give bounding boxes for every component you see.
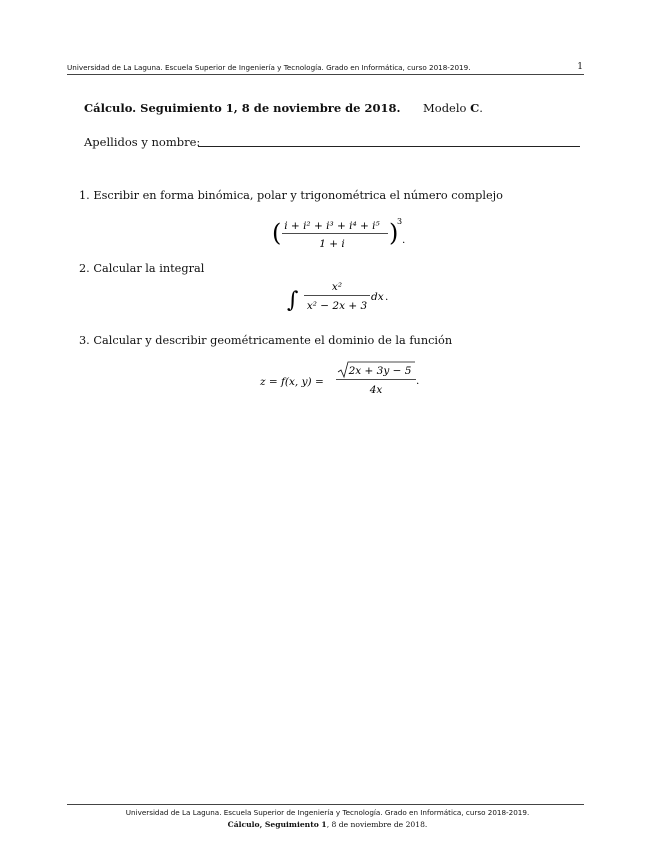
function-lhs: z = f(x, y) = [260,376,324,388]
problem-1-formula [270,214,420,257]
right-paren: ) [389,219,399,247]
differential: dx [371,291,384,303]
problem-3 [79,334,452,347]
exam-title [84,101,401,115]
problem-2-text: Calcular la integral [93,262,205,275]
problem-1-text: Escribir en forma binómica, polar y trigonométrica el número complejo [93,189,503,202]
footer-institution-text: Universidad de La Laguna. Escuela Superior de Ingeniería y Tecnología. Grado en Informática, curso 2018-2019. [125,808,530,817]
exam-title-text: Cálculo. Seguimiento 1, 8 de noviembre de 2018. [84,101,401,115]
problem-3-text: Calcular y describir geométricamente el dominio de la función [93,334,453,347]
integrand-denominator: x² − 2x + 3 [306,300,368,312]
model-label: Modelo [423,101,467,115]
name-field-line[interactable] [198,146,580,147]
exponent: 3 [397,217,403,226]
footer-rule [67,804,584,805]
problem-2-number: 2. [79,262,90,275]
integrand-numerator: x² [331,281,343,293]
header-institution-text: Universidad de La Laguna. Escuela Superior de Ingeniería y Tecnología. Grado en Informática, curso 2018-2019. [67,63,471,72]
formula-end: . [416,375,420,387]
problem-2 [79,262,204,275]
fraction-denominator: 1 + i [319,238,345,250]
model-suffix: . [479,101,483,115]
function-denominator: 4x [369,384,383,396]
problem-3-number: 3. [79,334,90,347]
footer-exam-text [0,820,655,829]
fraction-numerator: i + i² + i³ + i⁴ + i⁵ [284,220,380,232]
problem-2-formula [285,276,400,319]
problem-1 [79,189,503,202]
header-rule [67,74,584,75]
model-value: C [470,101,480,115]
formula-end: . [385,291,389,303]
radicand: 2x + 3y − 5 [348,365,412,377]
name-field-label: Apellidos y nombre: [84,135,201,149]
problem-3-formula [258,360,428,403]
left-paren: ( [272,219,282,247]
exam-model [423,101,483,115]
integral-sign: ∫ [287,288,299,313]
problem-1-number: 1. [79,189,90,202]
formula-end: . [402,234,406,246]
running-header [67,62,584,74]
footer-exam-title: Cálculo, Seguimiento 1 [227,820,327,829]
footer-exam-date: , 8 de noviembre de 2018. [326,820,428,829]
page-number: 1 [577,62,583,72]
